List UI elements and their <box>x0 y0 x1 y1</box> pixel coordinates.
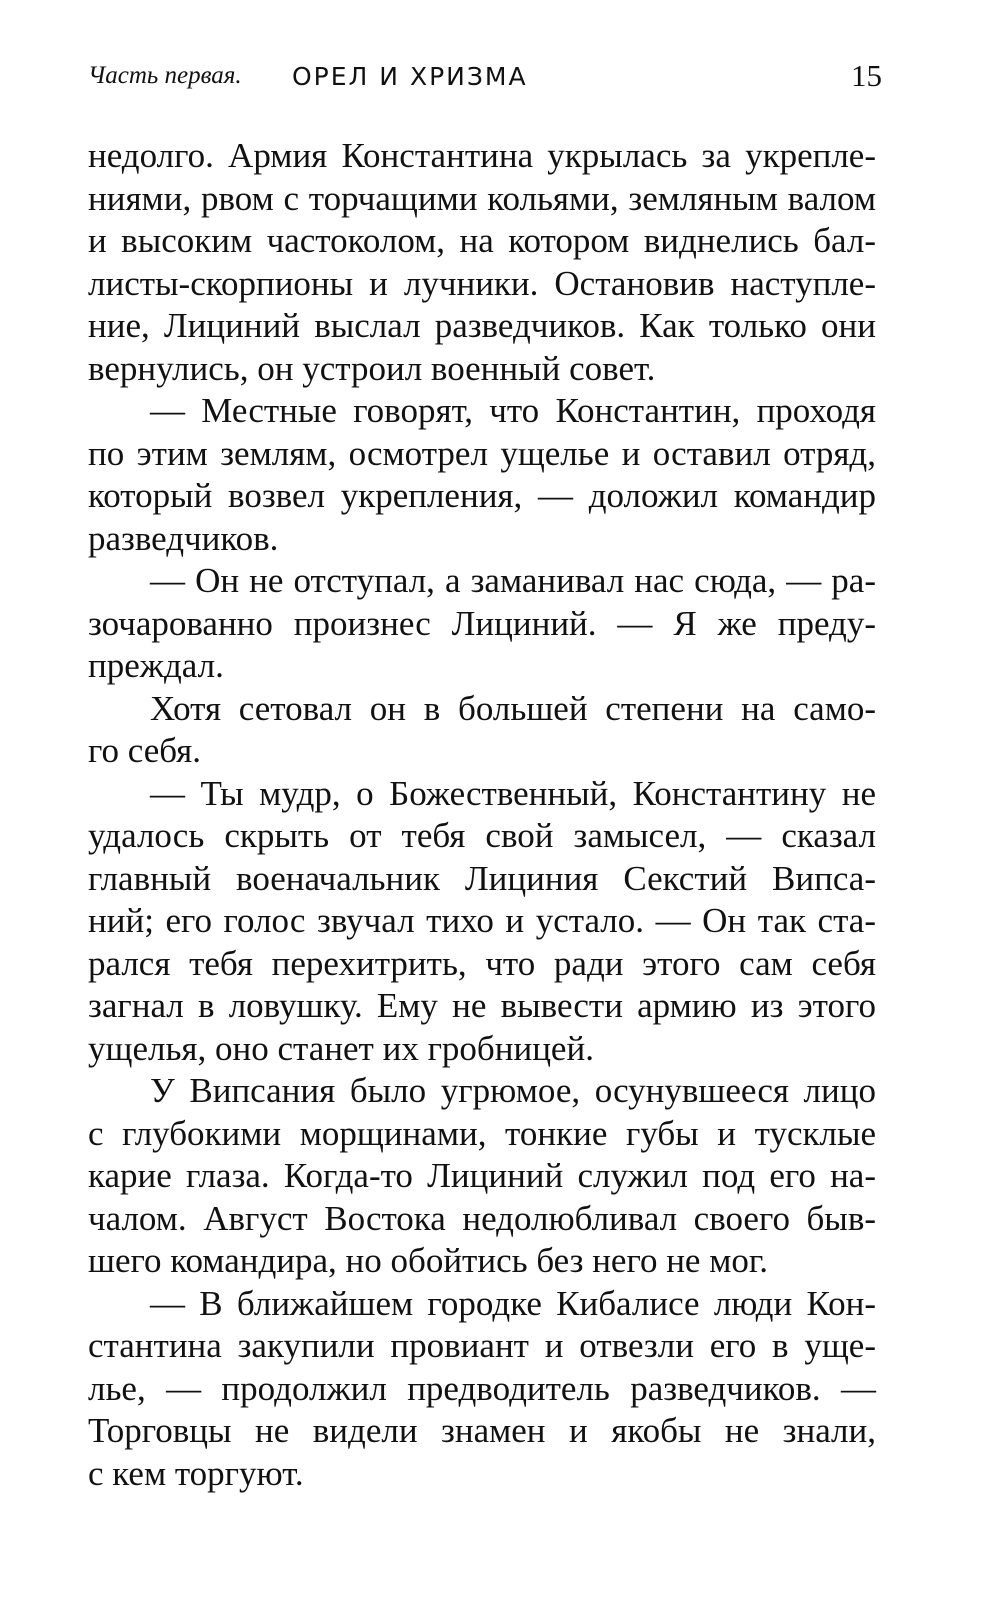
text-line: ниями, рвом с торчащими кольями, земляным валом <box>88 178 876 218</box>
body-text <box>88 135 876 1495</box>
text-line: вернулись, он устроил военный совет. <box>88 348 656 388</box>
text-line: удалось скрыть от тебя свой замысел, — сказал <box>88 816 876 855</box>
running-header <box>88 58 882 102</box>
text-line: чалом. Август Востока недолюбливал своего быв- <box>88 1198 876 1238</box>
text-line: стантина закупили провиант и отвезли его в уще- <box>88 1326 876 1365</box>
text-line: Торговцы не видели знамен и якобы не знали, <box>88 1411 876 1450</box>
text-line: с кем торгуют. <box>88 1453 304 1493</box>
text-line: шего командира, но обойтись без него не мог. <box>88 1241 769 1280</box>
text-line: с глубокими морщинами, тонкие губы и тусклые <box>88 1113 876 1153</box>
text-line: ущелья, оно станет их гробницей. <box>88 1028 594 1068</box>
text-line: рался тебя перехитрить, что ради этого сам себя <box>88 943 876 983</box>
part-label: Часть первая. <box>88 62 242 89</box>
text-line: — Ты мудр, о Божественный, Константину не <box>150 773 876 813</box>
text-line: ний; его голос звучал тихо и устало. — Он так ста- <box>88 901 876 940</box>
text-line: недолго. Армия Константина укрылась за укрепле- <box>88 136 876 175</box>
page-number: 15 <box>851 58 882 93</box>
text-line: главный военачальник Лициния Секстий Випса- <box>88 858 876 898</box>
text-line: ние, Лициний выслал разведчиков. Как только они <box>88 306 876 345</box>
text-line: Хотя сетовал он в большей степени на само- <box>150 688 876 728</box>
text-line: загнал в ловушку. Ему не вывести армию из этого <box>88 986 876 1025</box>
text-line: лье, — продолжил предводитель разведчиков. — <box>88 1368 876 1408</box>
text-line: зочарованно произнес Лициний. — Я же преду- <box>88 603 876 643</box>
text-line: го себя. <box>88 731 202 770</box>
text-line: У Випсания было угрюмое, осунувшееся лицо <box>150 1071 876 1110</box>
text-line: разведчиков. <box>88 518 279 558</box>
text-line: — В ближайшем городке Кибалисе люди Кон- <box>150 1283 876 1323</box>
text-line: и высоким частоколом, на котором виднелись бал- <box>88 221 876 260</box>
text-line: преждал. <box>88 646 224 685</box>
text-line: карие глаза. Когда-то Лициний служил под его на- <box>88 1156 876 1195</box>
text-line: по этим землям, осмотрел ущелье и оставил отряд, <box>88 433 876 473</box>
text-line: — Местные говорят, что Константин, проходя <box>150 391 876 430</box>
text-line: который возвел укрепления, — доложил командир <box>88 476 876 515</box>
text-line: — Он не отступал, а заманивал нас сюда, — ра- <box>150 561 876 600</box>
chapter-title: ОРЕЛ И ХРИЗМА <box>292 62 528 91</box>
text-line: листы-скорпионы и лучники. Остановив наступле- <box>88 263 876 303</box>
